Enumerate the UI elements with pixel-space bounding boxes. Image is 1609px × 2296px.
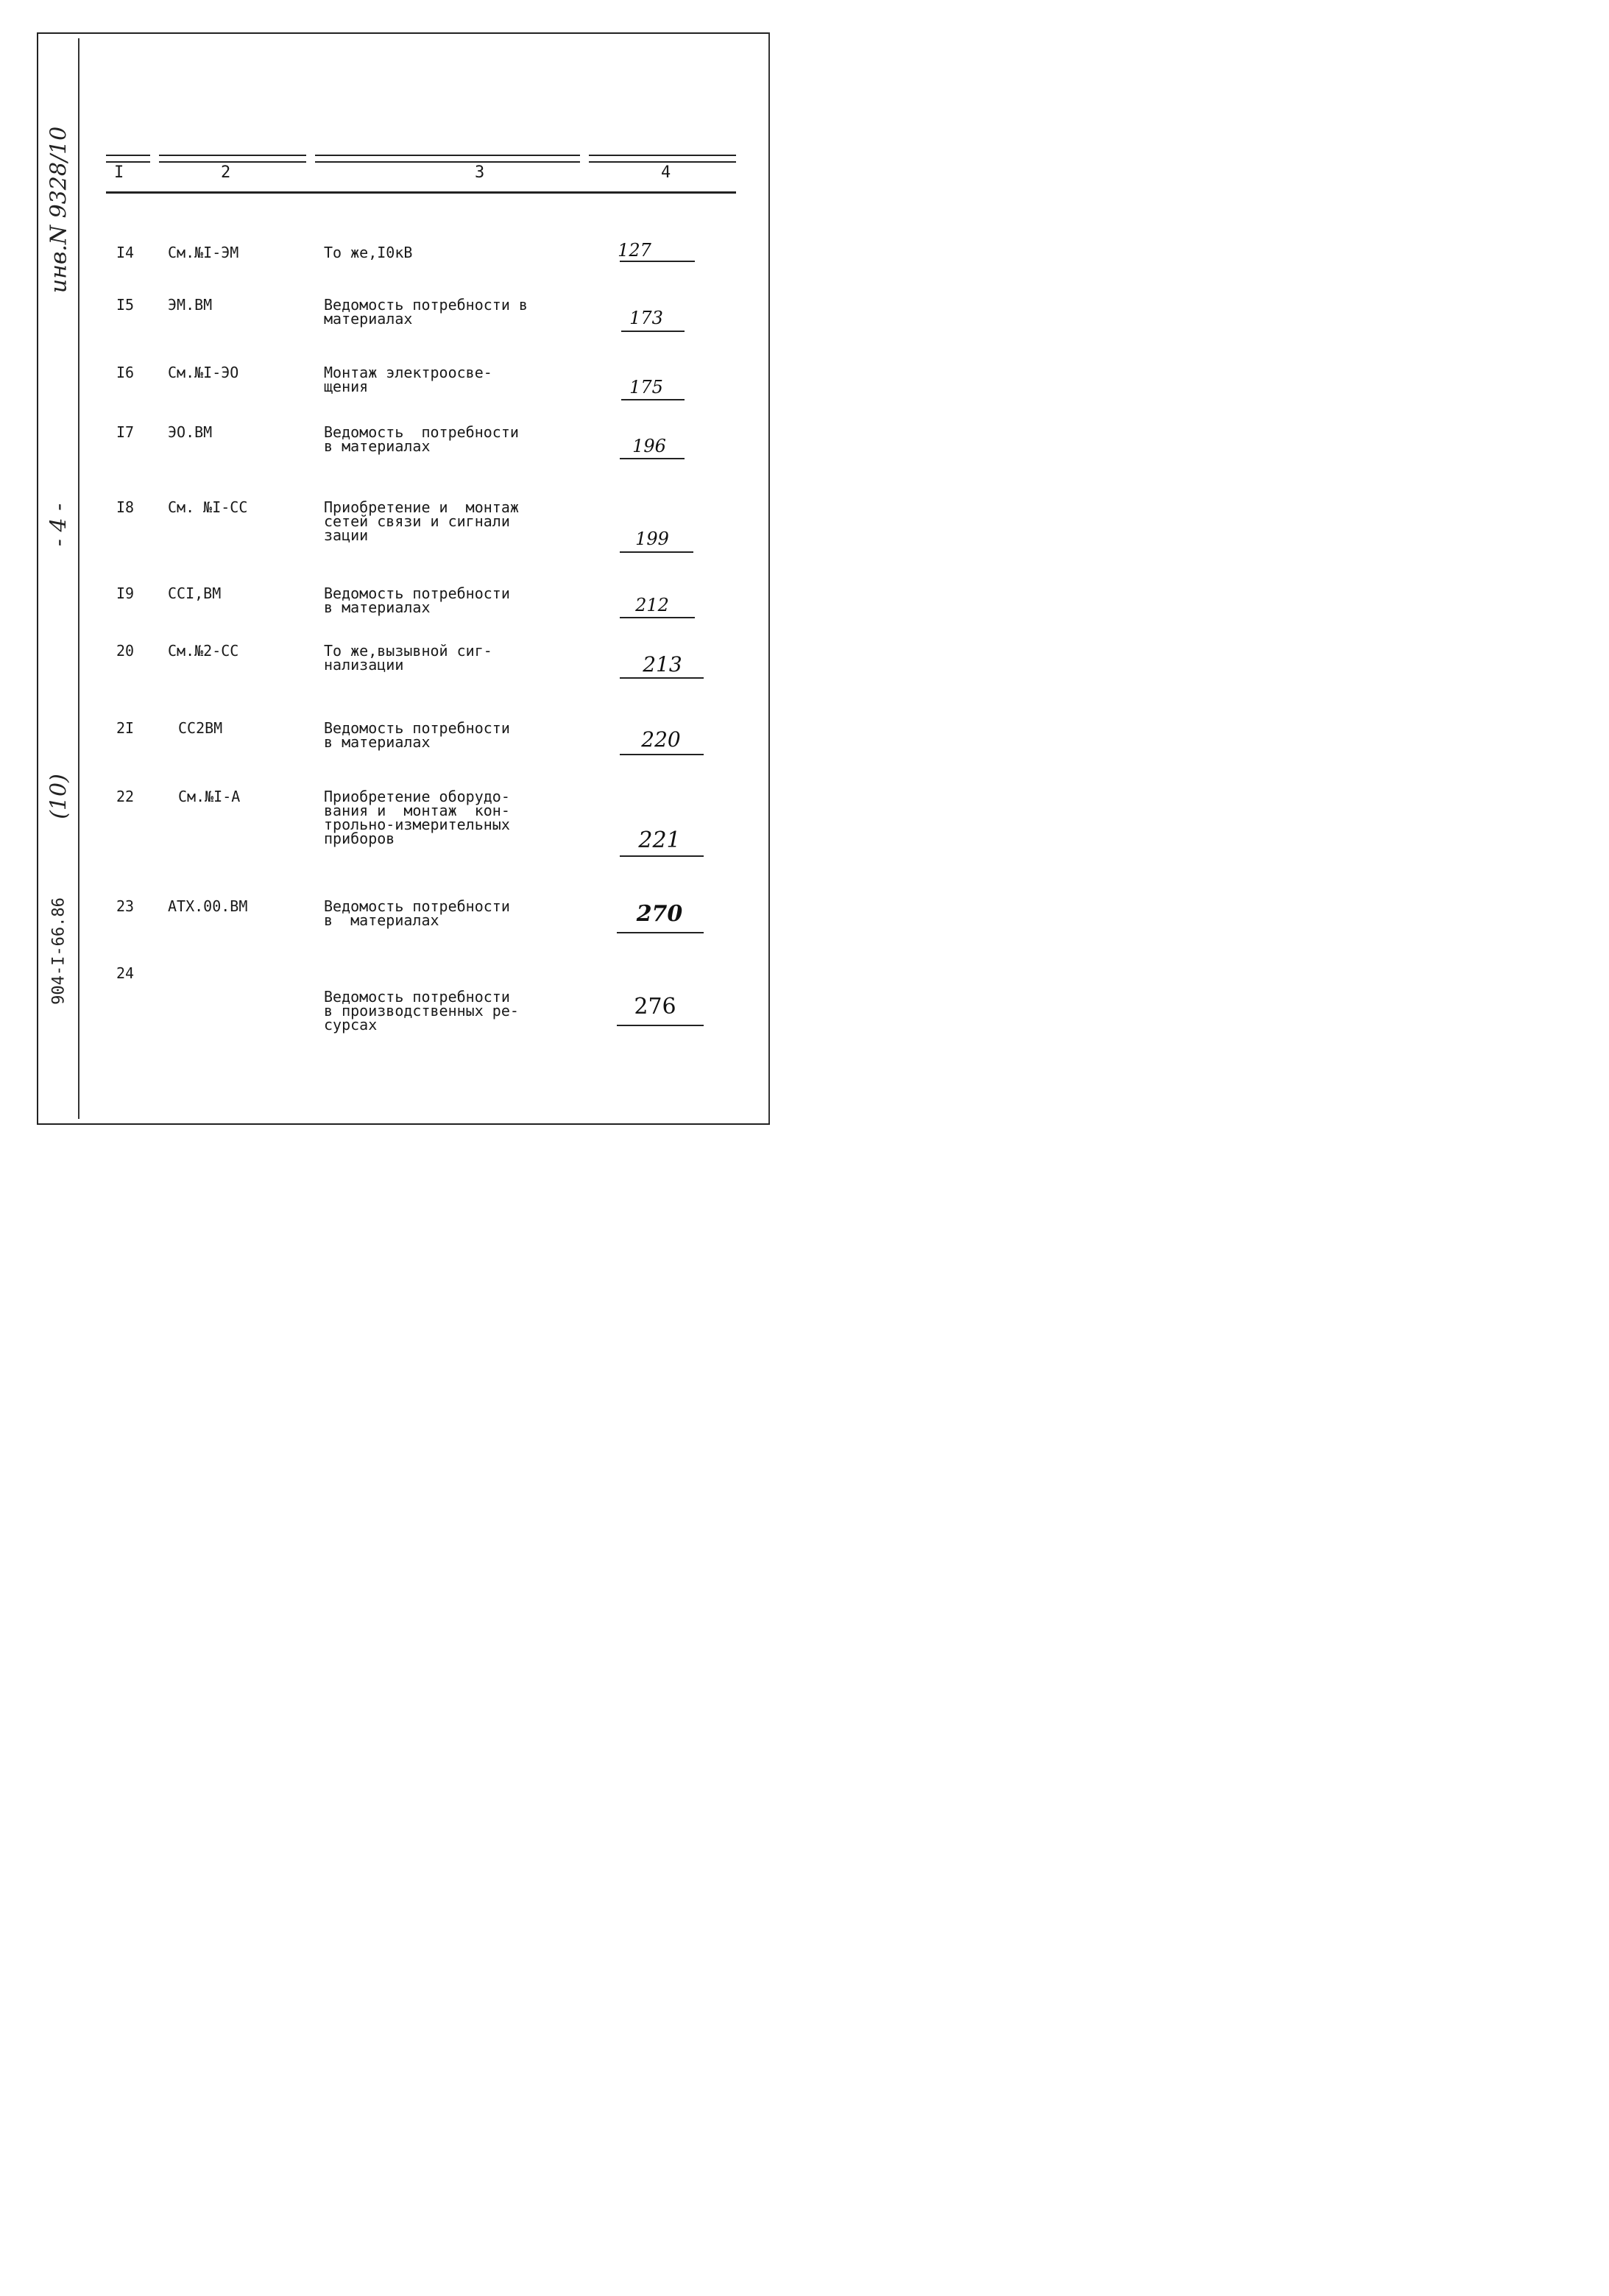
- row-page: 221: [638, 827, 681, 853]
- column-header-4: 4: [661, 163, 671, 182]
- row-description: Ведомость потребности в материалах: [324, 719, 510, 751]
- row-description: Ведомость потребности в материалах: [324, 584, 510, 616]
- header-rule-3: [315, 155, 580, 163]
- frame-left-border: [37, 32, 38, 1125]
- row-page: 276: [634, 994, 676, 1020]
- row-number: I7: [116, 423, 135, 441]
- row-number: 2I: [116, 719, 135, 737]
- page-underline: [620, 617, 695, 618]
- row-description: То же,I0кВ: [324, 244, 413, 261]
- page-underline: [620, 754, 704, 755]
- row-page: 213: [643, 652, 682, 677]
- row-number: I8: [116, 498, 135, 516]
- page-underline: [620, 551, 693, 553]
- column-header-3: 3: [475, 163, 485, 182]
- row-number: I9: [116, 584, 135, 602]
- row-page: 270: [636, 901, 683, 927]
- header-rule-4: [589, 155, 736, 163]
- row-page: 173: [629, 308, 663, 328]
- row-code: ЭО.ВМ: [168, 423, 213, 441]
- row-page: 220: [641, 727, 681, 752]
- row-number: 20: [116, 642, 135, 660]
- row-code: СС2ВМ: [178, 719, 223, 737]
- page-underline: [617, 1025, 704, 1026]
- row-description: Приобретение оборудо- вания и монтаж кон- трольно-измерительных приборов: [324, 788, 510, 847]
- column-header-1: I: [114, 163, 124, 182]
- header-rule-2: [159, 155, 306, 163]
- row-code: ССI,ВМ: [168, 584, 222, 602]
- page-underline: [621, 331, 685, 332]
- header-bottom-rule: [106, 191, 736, 194]
- row-number: 23: [116, 897, 135, 915]
- row-page: 212: [635, 595, 669, 615]
- row-description: Ведомость потребности в материалах: [324, 897, 510, 929]
- page-number: - 4 -: [46, 503, 72, 547]
- frame-right-border: [768, 32, 770, 1125]
- row-description: Монтаж электроосве- щения: [324, 364, 492, 395]
- row-page: 199: [635, 529, 669, 549]
- inventory-number: инв.N 9328/10: [46, 126, 72, 294]
- page-underline: [620, 261, 695, 262]
- row-number: I5: [116, 296, 135, 314]
- row-code: См. №I-СС: [168, 498, 248, 516]
- header-rule-1: [106, 155, 150, 163]
- frame-bottom-border: [37, 1123, 770, 1125]
- row-code: См.№2-СС: [168, 642, 239, 660]
- column-header-2: 2: [221, 163, 231, 182]
- page-underline: [621, 399, 685, 400]
- page-underline: [620, 677, 704, 679]
- row-code: См.№I-ЭО: [168, 364, 239, 381]
- row-description: Приобретение и монтаж сетей связи и сигнали зации: [324, 498, 519, 544]
- row-description: Ведомость потребности в материалах: [324, 296, 528, 328]
- row-number: 24: [116, 964, 135, 982]
- row-page: 175: [629, 377, 663, 398]
- frame-top-border: [37, 32, 770, 34]
- margin-divider: [78, 38, 79, 1119]
- row-description: Ведомость потребности в производственных ре- сурсах: [324, 988, 519, 1034]
- row-description: Ведомость потребности в материалах: [324, 423, 519, 455]
- row-number: I4: [116, 244, 135, 261]
- page-underline: [620, 458, 685, 459]
- row-page: 196: [632, 436, 666, 456]
- row-number: 22: [116, 788, 135, 805]
- row-code: ЭМ.ВМ: [168, 296, 213, 314]
- page-underline: [617, 932, 704, 933]
- row-code: АТХ.00.ВМ: [168, 897, 248, 915]
- sheet-number: (10): [46, 774, 72, 819]
- document-code: 904-I-66.86: [49, 897, 68, 1005]
- row-number: I6: [116, 364, 135, 381]
- page-underline: [620, 855, 704, 857]
- row-description: То же,вызывной сиг- нализации: [324, 642, 492, 674]
- row-code: См.№I-ЭМ: [168, 244, 239, 261]
- row-page: 127: [618, 240, 651, 261]
- row-code: См.№I-А: [178, 788, 241, 805]
